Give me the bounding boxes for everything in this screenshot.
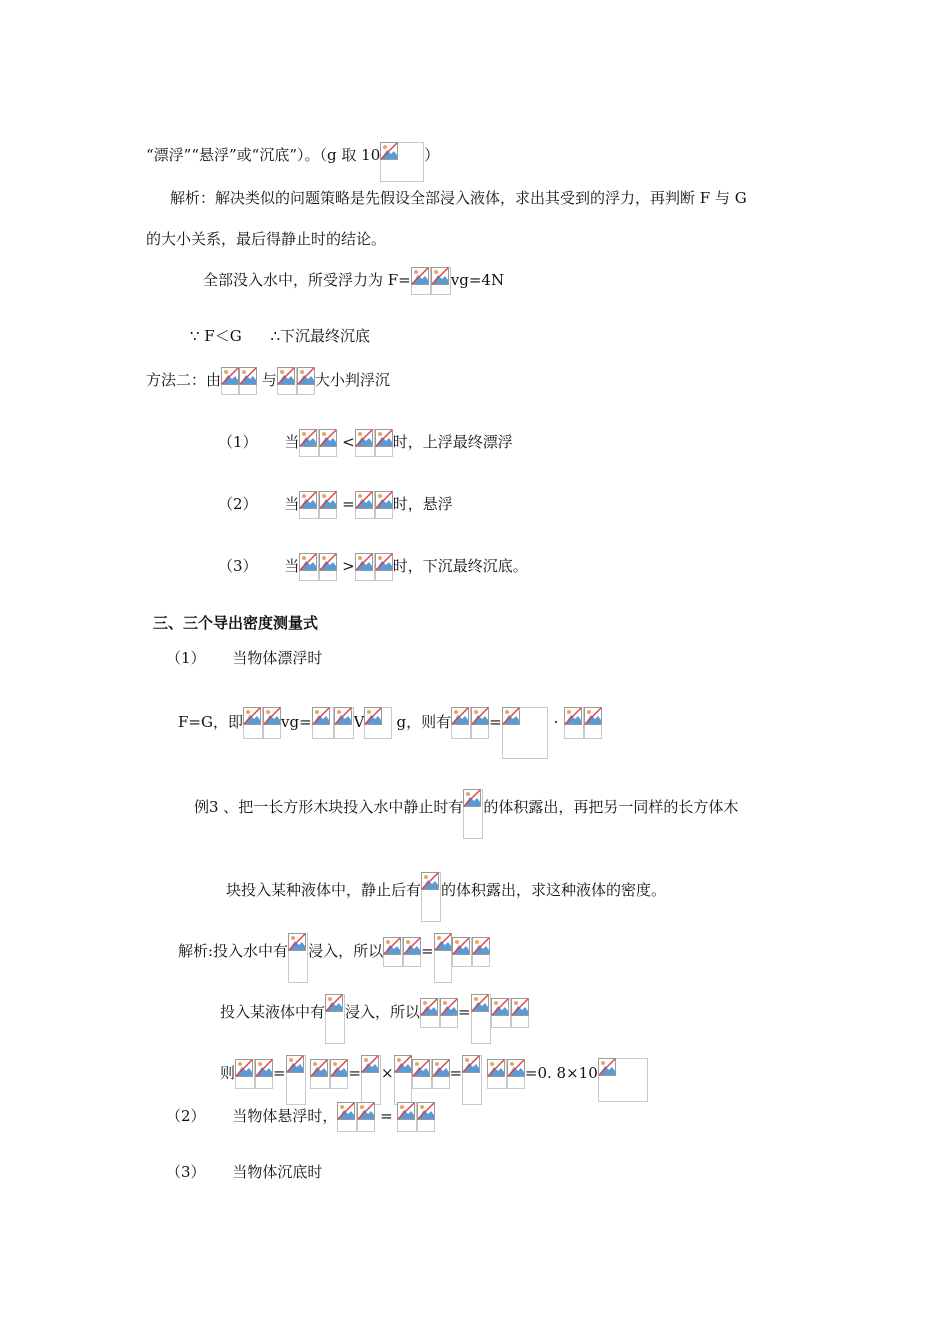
broken-image-icon bbox=[434, 933, 452, 983]
broken-image-icon bbox=[462, 1055, 482, 1105]
analysis-text: 解析：解决类似的问题策略是先假设全部浸入液体，求出其受到的浮力，再判断 F 与 G bbox=[170, 189, 747, 207]
formula-v: V bbox=[353, 713, 365, 731]
broken-image-icon bbox=[355, 553, 375, 581]
text-line-3 bbox=[146, 229, 386, 249]
equals-sign: = bbox=[348, 1064, 361, 1082]
density-result: =0. 8×10 bbox=[524, 1064, 598, 1082]
broken-image-icon bbox=[502, 707, 548, 759]
analysis-text: 投入某液体中有 bbox=[220, 1003, 326, 1021]
equals-sign: = bbox=[449, 1064, 463, 1082]
broken-image-icon bbox=[337, 1102, 357, 1132]
broken-image-icon bbox=[299, 429, 319, 457]
equals-sign: = bbox=[458, 1003, 471, 1021]
formula-g: g，则有 bbox=[396, 713, 452, 731]
analysis-text: 解析:投入水中有 bbox=[178, 942, 289, 960]
broken-image-icon bbox=[375, 429, 393, 457]
subsection-number: （3） bbox=[166, 1163, 206, 1181]
broken-image-icon bbox=[397, 1102, 417, 1132]
subsection-number: （2） bbox=[166, 1107, 206, 1125]
equals-sign: = bbox=[380, 1107, 393, 1125]
times-sign: × bbox=[380, 1064, 394, 1082]
broken-image-icon bbox=[472, 937, 490, 967]
case-result: 时，上浮最终漂浮 bbox=[392, 433, 513, 451]
broken-image-icon bbox=[394, 1055, 412, 1105]
broken-image-icon bbox=[361, 1055, 381, 1105]
broken-image-icon bbox=[310, 1059, 330, 1089]
broken-image-icon bbox=[432, 1059, 450, 1089]
subsection-number: （1） bbox=[166, 649, 206, 667]
example-text: 块投入某种液体中，静止后有 bbox=[226, 881, 422, 899]
broken-image-icon bbox=[364, 707, 392, 739]
text-line-4 bbox=[203, 267, 504, 295]
example-text: 例3 、把一长方形木块投入水中静止时有 bbox=[194, 798, 464, 816]
broken-image-icon bbox=[299, 553, 319, 581]
and-text: 与 bbox=[261, 371, 277, 389]
therefore-text: ∴下沉最终沉底 bbox=[270, 327, 371, 345]
broken-image-icon bbox=[325, 994, 345, 1044]
analysis-line-1 bbox=[178, 927, 490, 977]
broken-image-icon bbox=[417, 1102, 435, 1132]
broken-image-icon bbox=[297, 367, 315, 395]
subsection-3 bbox=[166, 1162, 322, 1182]
analysis-text: 浸入，所以 bbox=[308, 942, 384, 960]
broken-image-icon bbox=[255, 1059, 273, 1089]
section-title bbox=[153, 613, 318, 633]
case-result: 时，下沉最终沉底。 bbox=[392, 557, 528, 575]
broken-image-icon bbox=[471, 707, 489, 739]
broken-image-icon bbox=[221, 367, 239, 395]
text-line-2 bbox=[170, 188, 747, 208]
broken-image-icon bbox=[420, 998, 440, 1028]
subsection-text: 当物体沉底时 bbox=[232, 1163, 323, 1181]
broken-image-icon bbox=[383, 937, 403, 967]
broken-image-icon bbox=[598, 1058, 648, 1102]
formula-line bbox=[178, 697, 602, 749]
broken-image-icon bbox=[507, 1059, 525, 1089]
formula-vg: vg= bbox=[280, 713, 312, 731]
greater-than-sign: > bbox=[342, 557, 355, 575]
broken-image-icon bbox=[334, 707, 354, 739]
case-2 bbox=[218, 491, 453, 519]
case-1 bbox=[218, 429, 513, 457]
broken-image-icon bbox=[235, 1059, 255, 1089]
analysis-text: 浸入，所以 bbox=[345, 1003, 421, 1021]
broken-image-icon bbox=[487, 1059, 507, 1089]
broken-image-icon bbox=[357, 1102, 375, 1132]
buoyancy-result: vg=4N bbox=[450, 271, 505, 289]
broken-image-icon bbox=[421, 872, 441, 922]
case-when: 当 bbox=[284, 557, 300, 575]
case-when: 当 bbox=[284, 495, 300, 513]
case-result: 时，悬浮 bbox=[392, 495, 453, 513]
buoyancy-text: 全部没入水中，所受浮力为 F= bbox=[203, 271, 411, 289]
text-line-1 bbox=[146, 136, 439, 176]
equals-sign: = bbox=[421, 942, 434, 960]
broken-image-icon bbox=[286, 1055, 306, 1105]
case-number: （2） bbox=[218, 495, 258, 513]
broken-image-icon bbox=[380, 142, 424, 182]
broken-image-icon bbox=[403, 937, 421, 967]
equals-sign: = bbox=[489, 713, 502, 731]
broken-image-icon bbox=[375, 491, 393, 519]
broken-image-icon bbox=[451, 707, 471, 739]
case-3 bbox=[218, 553, 528, 581]
broken-image-icon bbox=[319, 553, 337, 581]
broken-image-icon bbox=[412, 1059, 432, 1089]
case-number: （3） bbox=[218, 557, 258, 575]
analysis-line-2 bbox=[220, 988, 529, 1038]
example-text-cont: 的体积露出，再把另一同样的长方体木 bbox=[483, 798, 739, 816]
broken-image-icon bbox=[564, 707, 584, 739]
example-3-line-2 bbox=[226, 866, 666, 916]
analysis-line-3 bbox=[220, 1049, 648, 1099]
line-1-tail: ） bbox=[424, 146, 440, 164]
analysis-text-cont: 的大小关系，最后得静止时的结论。 bbox=[146, 230, 387, 248]
text-line-5 bbox=[190, 326, 370, 346]
broken-image-icon bbox=[431, 267, 451, 295]
example-text-cont: 的体积露出，求这种液体的密度。 bbox=[441, 881, 667, 899]
less-than-sign: < bbox=[342, 433, 355, 451]
broken-image-icon bbox=[319, 491, 337, 519]
broken-image-icon bbox=[511, 998, 529, 1028]
subsection-2 bbox=[166, 1102, 435, 1132]
equals-sign: = bbox=[342, 495, 355, 513]
broken-image-icon bbox=[319, 429, 337, 457]
broken-image-icon bbox=[375, 553, 393, 581]
broken-image-icon bbox=[491, 998, 511, 1028]
method-two-text: 大小判浮沉 bbox=[314, 371, 390, 389]
subsection-1 bbox=[166, 648, 322, 668]
case-number: （1） bbox=[218, 433, 258, 451]
section-title-text: 三、三个导出密度测量式 bbox=[153, 614, 319, 632]
broken-image-icon bbox=[239, 367, 257, 395]
formula-pre: F=G，即 bbox=[178, 713, 243, 731]
broken-image-icon bbox=[312, 707, 334, 739]
broken-image-icon bbox=[243, 707, 263, 739]
broken-image-icon bbox=[471, 994, 491, 1044]
line-1-text: “漂浮”“悬浮”或“沉底”）。（g 取 10 bbox=[146, 146, 381, 164]
because-text: ∵ F＜G bbox=[190, 327, 242, 345]
case-when: 当 bbox=[284, 433, 300, 451]
broken-image-icon bbox=[355, 491, 375, 519]
broken-image-icon bbox=[277, 367, 297, 395]
broken-image-icon bbox=[452, 937, 472, 967]
broken-image-icon bbox=[330, 1059, 348, 1089]
then-text: 则 bbox=[220, 1064, 236, 1082]
broken-image-icon bbox=[411, 267, 431, 295]
example-3-line-1 bbox=[194, 783, 738, 833]
method-two-label: 方法二：由 bbox=[146, 371, 222, 389]
subsection-text: 当物体悬浮时， bbox=[232, 1107, 338, 1125]
broken-image-icon bbox=[263, 707, 281, 739]
broken-image-icon bbox=[288, 933, 308, 983]
subsection-text: 当物体漂浮时 bbox=[232, 649, 323, 667]
broken-image-icon bbox=[440, 998, 458, 1028]
broken-image-icon bbox=[463, 789, 483, 839]
multiply-dot: · bbox=[553, 713, 559, 731]
broken-image-icon bbox=[355, 429, 375, 457]
equals-sign: = bbox=[273, 1064, 286, 1082]
text-line-6 bbox=[146, 367, 390, 395]
broken-image-icon bbox=[299, 491, 319, 519]
broken-image-icon bbox=[584, 707, 602, 739]
